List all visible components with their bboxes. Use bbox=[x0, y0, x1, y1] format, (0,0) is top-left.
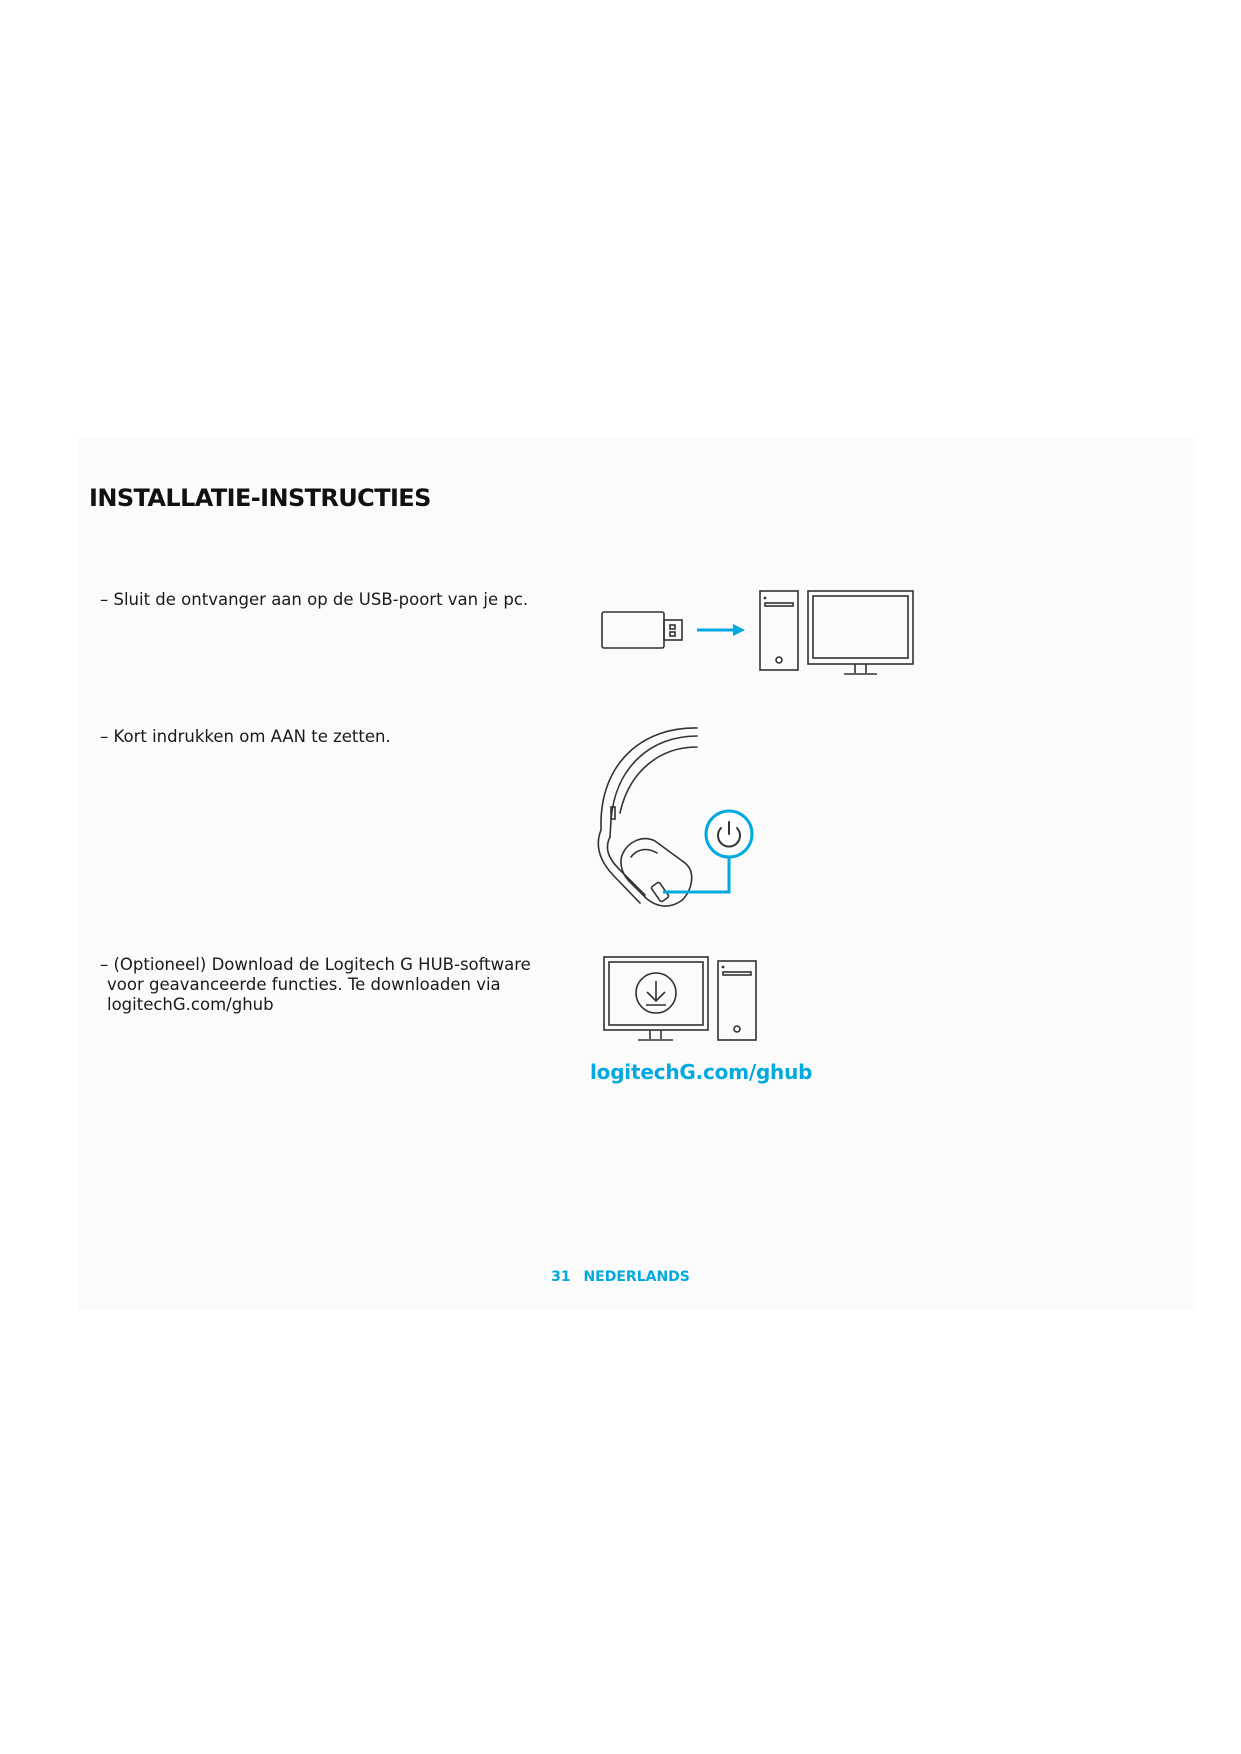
step-3-line-2: voor geavanceerde functies. Te downloaden via bbox=[107, 975, 501, 994]
usb-receiver-body bbox=[602, 612, 664, 648]
step-1-line-1: – Sluit de ontvanger aan op de USB-poort van je pc. bbox=[100, 590, 529, 609]
footer-language: NEDERLANDS bbox=[583, 1269, 690, 1285]
monitor bbox=[808, 591, 913, 664]
step-3-text bbox=[100, 955, 531, 1015]
step-1-text bbox=[100, 590, 528, 610]
step-3-line-3: logitechG.com/ghub bbox=[107, 995, 274, 1014]
step-2-text bbox=[100, 727, 391, 747]
insert-arrow-icon bbox=[697, 624, 745, 636]
step-3-line-1: – (Optioneel) Download de Logitech G HUB-software bbox=[100, 955, 531, 974]
headset-power-icon bbox=[585, 725, 805, 925]
page-title: INSTALLATIE-INSTRUCTIES bbox=[89, 484, 431, 512]
step-2-line-1: – Kort indrukken om AAN te zetten. bbox=[100, 727, 391, 746]
page-number: 31 bbox=[551, 1269, 571, 1285]
download-to-pc-icon bbox=[600, 955, 770, 1050]
usb-plug bbox=[664, 620, 682, 640]
usb-receiver-to-pc-icon bbox=[600, 585, 930, 680]
power-button-icon bbox=[706, 811, 752, 857]
callout-line bbox=[663, 857, 729, 892]
ghub-download-link[interactable]: logitechG.com/ghub bbox=[590, 1060, 813, 1084]
page-footer bbox=[0, 1269, 1241, 1285]
